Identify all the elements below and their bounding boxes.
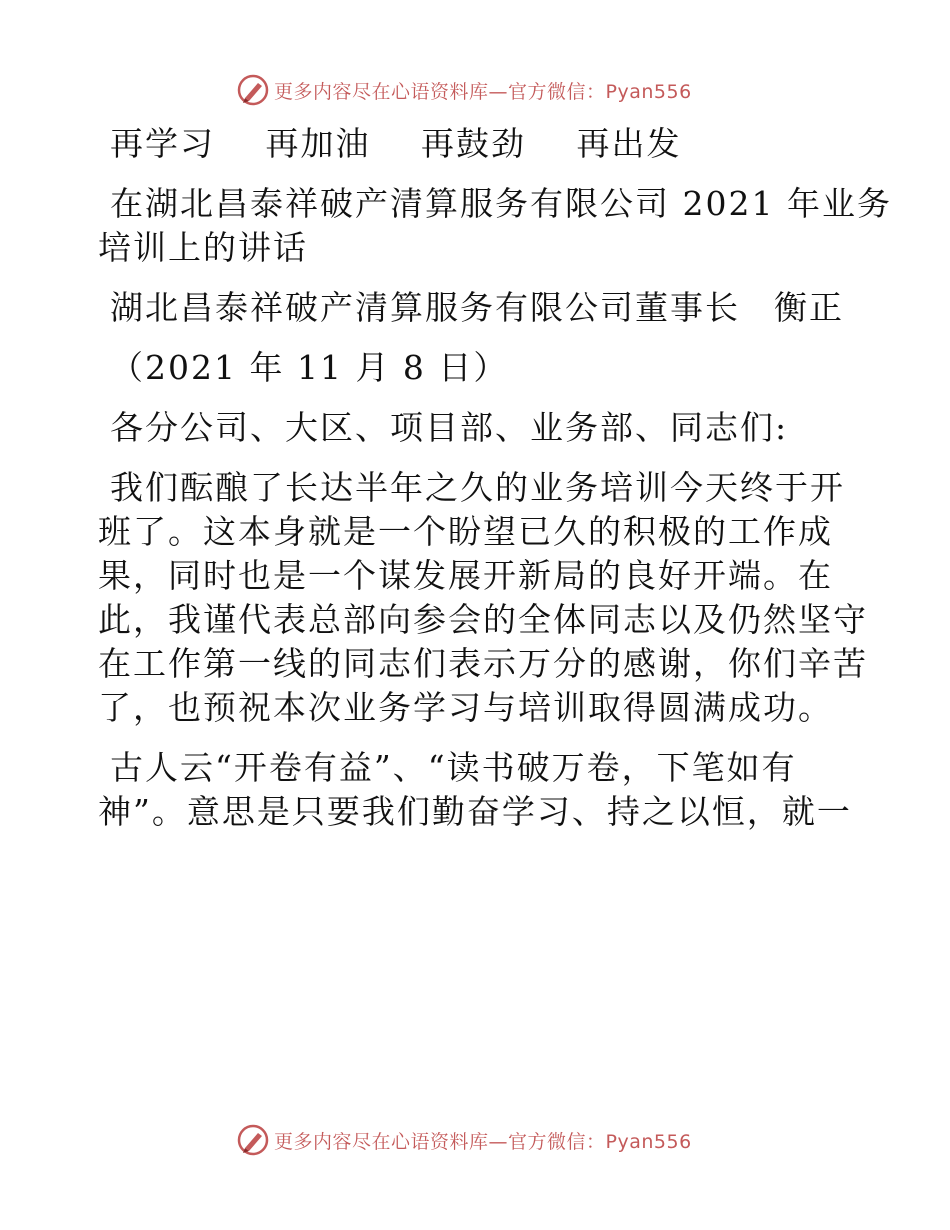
title-word: 再出发: [576, 124, 682, 163]
salutation: 各分公司、大区、项目部、业务部、同志们:: [110, 408, 789, 447]
paragraph-2: [98, 746, 858, 834]
paragraph-line: 班了。这本身就是一个盼望已久的积极的工作成: [98, 512, 833, 551]
document-title: [98, 122, 858, 166]
document-body: [98, 122, 892, 834]
speaker-line: [98, 286, 858, 330]
footer-banner: [236, 1122, 692, 1158]
speech-date: （2021 年 11 月 8 日）: [110, 348, 509, 387]
header-banner: [236, 72, 692, 108]
paragraph-line: 古人云“开卷有益”、“读书破万卷，下笔如有: [110, 748, 797, 787]
paragraph-1: [98, 466, 868, 730]
title-word: 再加油: [265, 124, 371, 163]
title-word: 再鼓劲: [421, 124, 526, 163]
title-word: 再学习: [110, 124, 215, 163]
pen-logo-icon: [236, 73, 270, 107]
paragraph-line: 此，我谨代表总部向参会的全体同志以及仍然坚守: [98, 600, 868, 639]
paragraph-line: 神”。意思是只要我们勤奋学习、持之以恒，就一: [98, 792, 852, 831]
subtitle-line: 在湖北昌泰祥破产清算服务有限公司 2021 年业务: [110, 184, 892, 223]
subtitle-line: 培训上的讲话: [98, 228, 308, 267]
speaker-org: 湖北昌泰祥破产清算服务有限公司董事长: [110, 288, 740, 327]
paragraph-line: 在工作第一线的同志们表示万分的感谢，你们辛苦: [98, 644, 868, 683]
pen-logo-icon: [236, 1123, 270, 1157]
banner-text: 更多内容尽在心语资料库—官方微信：Pyan556: [274, 80, 692, 103]
paragraph-line: 我们酝酿了长达半年之久的业务培训今天终于开: [110, 468, 845, 507]
paragraph-line: 果，同时也是一个谋发展开新局的良好开端。在: [98, 556, 833, 595]
speaker-name: 衡正: [774, 288, 844, 327]
paragraph-line: 了，也预祝本次业务学习与培训取得圆满成功。: [98, 688, 833, 727]
banner-text: 更多内容尽在心语资料库—官方微信：Pyan556: [274, 1130, 692, 1153]
